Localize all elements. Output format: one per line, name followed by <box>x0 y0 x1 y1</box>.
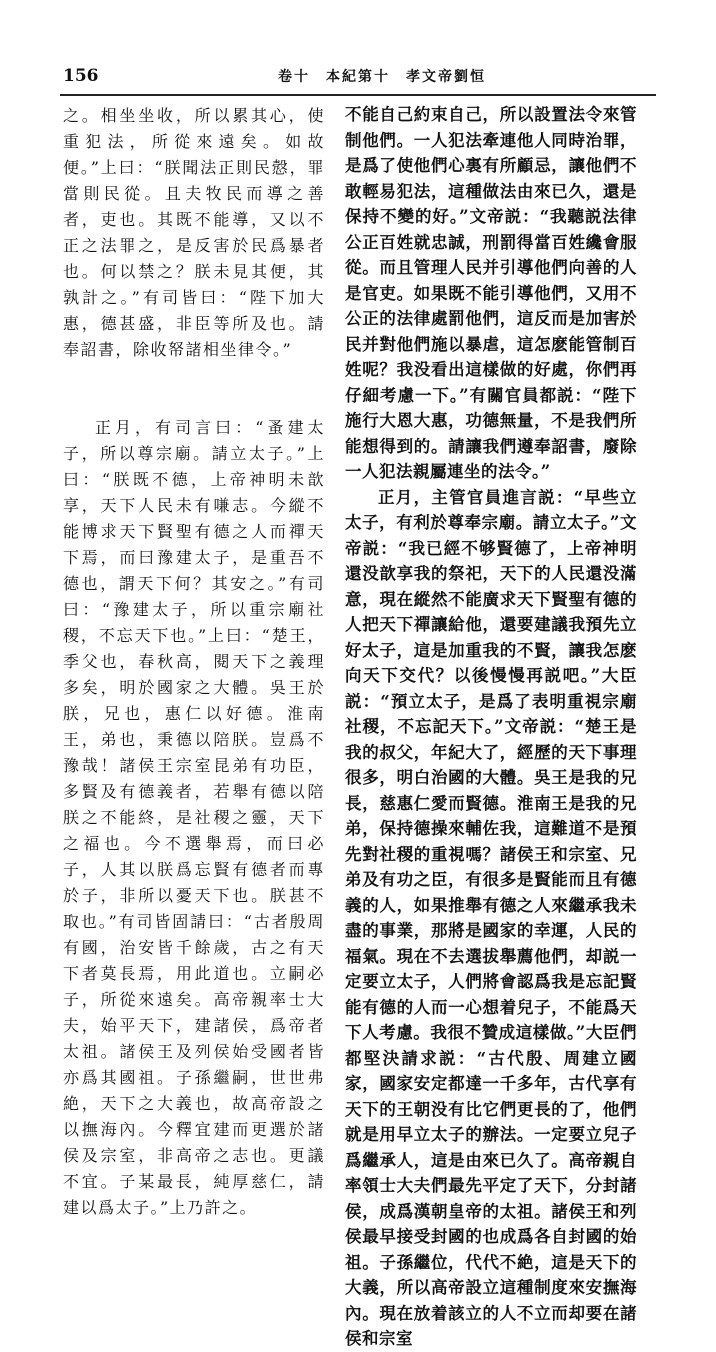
left-paragraph-1: 之。相坐坐收，所以累其心，使重犯法，所從來遠矣。如故便。”上曰：“朕聞法正則民慤，罪當則民從。且夫牧民而導之善者，吏也。其既不能導，又以不正之法罪之，是反害於民爲暴者也。何以禁之？朕未見其便，其孰計之。”有司皆曰：“陛下加大惠，德甚盛，非臣等所及也。請奉詔書，除收帑諸相坐律令。” <box>63 106 325 359</box>
right-paragraph-1: 不能自己約束自己，所以設置法令來管制他們。一人犯法牽連他人同時治罪，是爲了使他們心裏有所顧忌，讓他們不敢輕易犯法，這種做法由來已久，還是保持不變的好。”文帝説：“我聽説法律公正百姓就忠誠，刑罰得當百姓纔會服從。而且管理人民并引導他們向善的人是官吏。如果既不能引導他們，又用不公正的法律處罰他們，這反而是加害於民并對他們施以暴虐，這怎麽能管制百姓呢？我没看出這樣做的好處，你們再仔細考慮一下。”有關官員都説：“陛下施行大恩大惠，功德無量，不是我們所能想得到的。請讓我們遵奉詔書，廢除一人犯法親屬連坐的法令。” <box>345 105 637 481</box>
page-number: 156 <box>63 66 99 86</box>
right-column-translation <box>345 102 637 1352</box>
running-title: 卷十 本紀第十 孝文帝劉恒 <box>278 69 486 85</box>
left-paragraph-2: 正月，有司言曰：“蚤建太子，所以尊宗廟。請立太子。”上曰：“朕既不德，上帝神明未歆享，天下人民未有嗛志。今縱不能博求天下賢聖有德之人而禪天下焉，而曰豫建太子，是重吾不德也，謂天下何？其安之。”有司曰：“豫建太子，所以重宗廟社稷，不忘天下也。”上曰：“楚王，季父也，春秋高，閱天下之義理多矣，明於國家之大體。吳王於朕，兄也，惠仁以好德。淮南王，弟也，秉德以陪朕。豈爲不豫哉！諸侯王宗室昆弟有功臣，多賢及有德義者，若舉有德以陪朕之不能終，是社稷之靈，天下之福也。今不選舉焉，而曰必子，人其以朕爲忘賢有德者而專於子，非所以憂天下也。朕甚不取也。”有司皆固請曰：“古者殷周有國，治安皆千餘歲，古之有天下者莫長焉，用此道也。立嗣必子，所從來遠矣。高帝親率士大夫，始平天下，建諸侯，爲帝者太祖。諸侯王及列侯始受國者皆亦爲其國祖。子孫繼嗣，世世弗絶，天下之大義也，故高帝設之以撫海內。今釋宜建而更選於諸侯及宗室，非高帝之志也。更議不宜。子某最長，純厚慈仁，請建以爲太子。”上乃許之。 <box>63 418 325 1217</box>
right-paragraph-2: 正月，主管官員進言説：“早些立太子，有利於尊奉宗廟。請立太子。”文帝説：“我已經不够賢德了，上帝神明還没歆享我的祭祀，天下的人民還没滿意，現在縱然不能廣求天下賢聖有德的人把天下禪讓給他，還要建議我預先立好太子，這是加重我的不賢，讓我怎麽向天下交代？以後慢慢再説吧。”大臣説：“預立太子，是爲了表明重視宗廟社稷，不忘記天下。”文帝説：“楚王是我的叔父，年紀大了，經歷的天下事理很多，明白治國的大體。吳王是我的兄長，慈惠仁愛而賢德。淮南王是我的兄弟，保持德操來輔佐我，這難道不是預先對社稷的重視嗎？諸侯王和宗室、兄弟及有功之臣，有很多是賢能而且有德義的人，如果推舉有德之人來繼承我未盡的事業，那將是國家的幸運，人民的福氣。現在不去選拔舉薦他們，却説一定要立太子，人們將會認爲我是忘記賢能有德的人而一心想着兒子，不能爲天下人考慮。我很不贊成這樣做。”大臣們都堅決請求説：“古代殷、周建立國家，國家安定都達一千多年，古代享有天下的王朝没有比它們更長的了，他們就是用早立太子的辦法。一定要立兒子爲繼承人，這是由來已久了。高帝親自率領士大夫們最先平定了天下，分封諸侯，成爲漢朝皇帝的太祖。諸侯王和列侯最早接受封國的也成爲各自封國的始祖。子孫繼位，代代不絶，這是天下的大義，所以高帝設立這種制度來安撫海內。現在放着該立的人不立而却要在諸侯和宗室 <box>345 487 637 1348</box>
left-column-classical-text <box>63 103 325 1221</box>
header-rule <box>60 94 656 96</box>
paragraph-gap <box>63 363 325 415</box>
